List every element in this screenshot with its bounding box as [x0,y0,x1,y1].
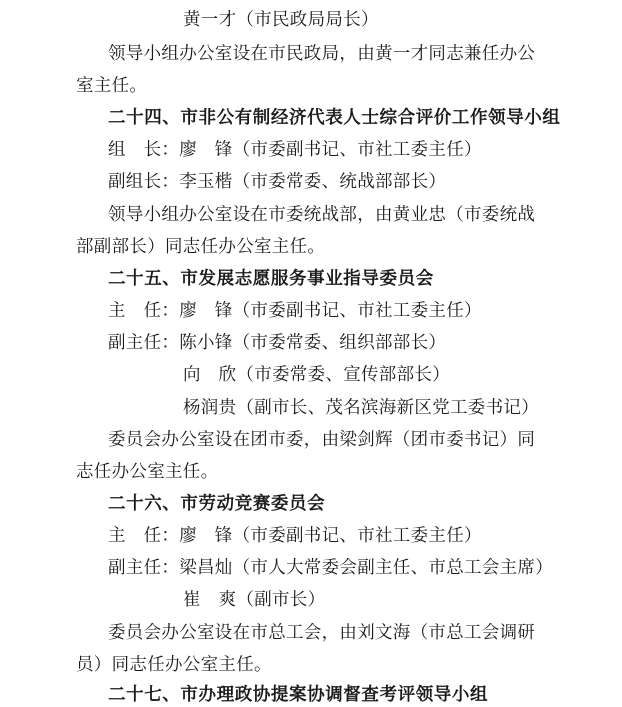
office-paragraph-line: 领导小组办公室设在市委统战部，由黄业忠（市委统战 [108,205,536,225]
office-paragraph-line: 委员会办公室设在市总工会，由刘文海（市总工会调研 [108,623,536,643]
office-paragraph-line: 员）同志任办公室主任。 [76,655,272,675]
deputy-director-line: 杨润贵（副市长、茂名滨海新区党工委书记） [183,398,539,418]
office-paragraph-line: 志任办公室主任。 [76,462,219,482]
office-paragraph-line: 委员会办公室设在团市委，由梁剑辉（团市委书记）同 [108,430,536,450]
section-heading-24: 二十四、市非公有制经济代表人士综合评价工作领导小组 [108,108,561,128]
deputy-director-line: 副主任：梁昌灿（市人大常委会副主任、市总工会主席） [108,558,553,578]
leader-line: 组 长：廖 锋（市委副书记、市社工委主任） [108,140,482,160]
deputy-director-line: 副主任：陈小锋（市委常委、组织部部长） [108,333,447,353]
office-paragraph-line: 部副部长）同志任办公室主任。 [76,237,326,257]
section-heading-25: 二十五、市发展志愿服务事业指导委员会 [108,269,434,289]
deputy-director-line: 崔 爽（副市长） [183,590,326,610]
deputy-director-line: 向 欣（市委常委、宣传部部长） [183,365,450,385]
office-paragraph-line: 室主任。 [76,76,148,96]
member-line: 黄一才（市民政局局长） [183,10,379,30]
section-heading-27: 二十七、市办理政协提案协调督查考评领导小组 [108,685,489,705]
deputy-leader-line: 副组长：李玉楷（市委常委、统战部部长） [108,172,447,192]
office-paragraph-line: 领导小组办公室设在市民政局，由黄一才同志兼任办公 [108,44,536,64]
director-line: 主 任：廖 锋（市委副书记、市社工委主任） [108,301,482,321]
director-line: 主 任：廖 锋（市委副书记、市社工委主任） [108,526,482,546]
section-heading-26: 二十六、市劳动竞赛委员会 [108,494,326,514]
